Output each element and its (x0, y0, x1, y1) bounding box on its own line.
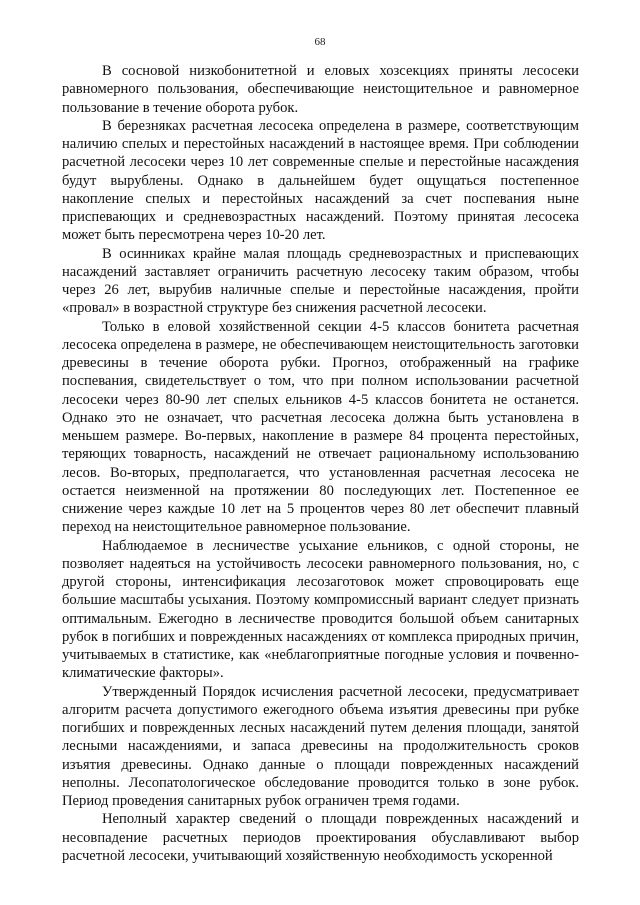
document-body (62, 62, 579, 865)
paragraph-calculation-procedure: Утвержденный Порядок исчисления расчетной лесосеки, предусматривает алгоритм расчета допустимого ежегодного объема изъятия древесины при рубке погибших и поврежденных лесных насаждений путем деления площади, занятой лесными насаждениями, и запаса древесины на продолжительность сроков изъятия древесины. Однако данные о площади поврежденных насаждений неполны. Лесопатологическое обследование проводится только в зоне рубок. Период проведения санитарных рубок ограничен тремя годами. (62, 683, 579, 809)
paragraph-spruce-section: Только в еловой хозяйственной секции 4-5 классов бонитета расчетная лесосека определена в размере, не обеспечивающем неистощительность заготовки древесины в течение оборота рубки. Прогноз, отображенный на графике поспевания, свидетельствует о том, что при полном использовании расчетной лесосеки через 80-90 лет спелых ельников 4-5 классов бонитета не останется. Однако это не означает, что расчетная лесосека должна быть установлена в меньшем размере. Во-первых, накопление в размере 84 процента перестойных, теряющих товарность, насаждений не отвечает рациональному использованию лесов. Во-вторых, предполагается, что установленная расчетная лесосека не остается неизменной на протяжении 80 последующих лет. Постепенное ее снижение через каждые 10 лет на 5 процентов через 80 лет обеспечит плавный переход на неистощительное равномерное пользование. (62, 318, 579, 536)
paragraph-birch-stands: В березняках расчетная лесосека определена в размере, соответствующим наличию спелых и перестойных насаждений в настоящее время. При соблюдении расчетной лесосеки через 10 лет современные спелые и перестойные насаждения будут вырублены. Однако в дальнейшем будет ощущаться постепенное накопление спелых и перестойных насаждений за счет поспевания ныне приспевающих и средневозрастных насаждений. Поэтому принятая лесосека может быть пересмотрена через 10-20 лет. (62, 117, 579, 244)
paragraph-spruce-drying: Наблюдаемое в лесничестве усыхание ельников, с одной стороны, не позволяет надеяться на устойчивость лесосеки равномерного пользования, но, с другой стороны, интенсификация лесозаготовок может спровоцировать еще большие масштабы усыхания. Поэтому компромиссный вариант следует признать оптимальным. Ежегодно в лесничестве проводится большой объем санитарных рубок в погибших и поврежденных насаждениях от комплекса природных причин, учитываемых в статистике, как «неблагоприятные погодные условия и почвенно-климатические факторы». (62, 537, 579, 682)
paragraph-incomplete-data: Неполный характер сведений о площади поврежденных насаждений и несовпадение расчетных периодов проектирования обуславливают выбор расчетной лесосеки, учитывающий хозяйственную необходимость ускоренной (62, 811, 579, 864)
page-number: 68 (314, 36, 326, 48)
paragraph-pine-spruce-cutting-areas: В сосновой низкобонитетной и еловых хозсекциях приняты лесосеки равномерного пользования, обеспечивающие неистощительное и равномерное пользование в течение оборота рубок. (62, 63, 579, 116)
paragraph-aspen-stands: В осинниках крайне малая площадь средневозрастных и приспевающих насаждений заставляет ограничить расчетную лесосеку таким образом, чтобы через 26 лет, вырубив наличные спелые и перестойные насаждения, пройти «провал» в возрастной структуре без снижения расчетной лесосеки. (62, 245, 579, 317)
